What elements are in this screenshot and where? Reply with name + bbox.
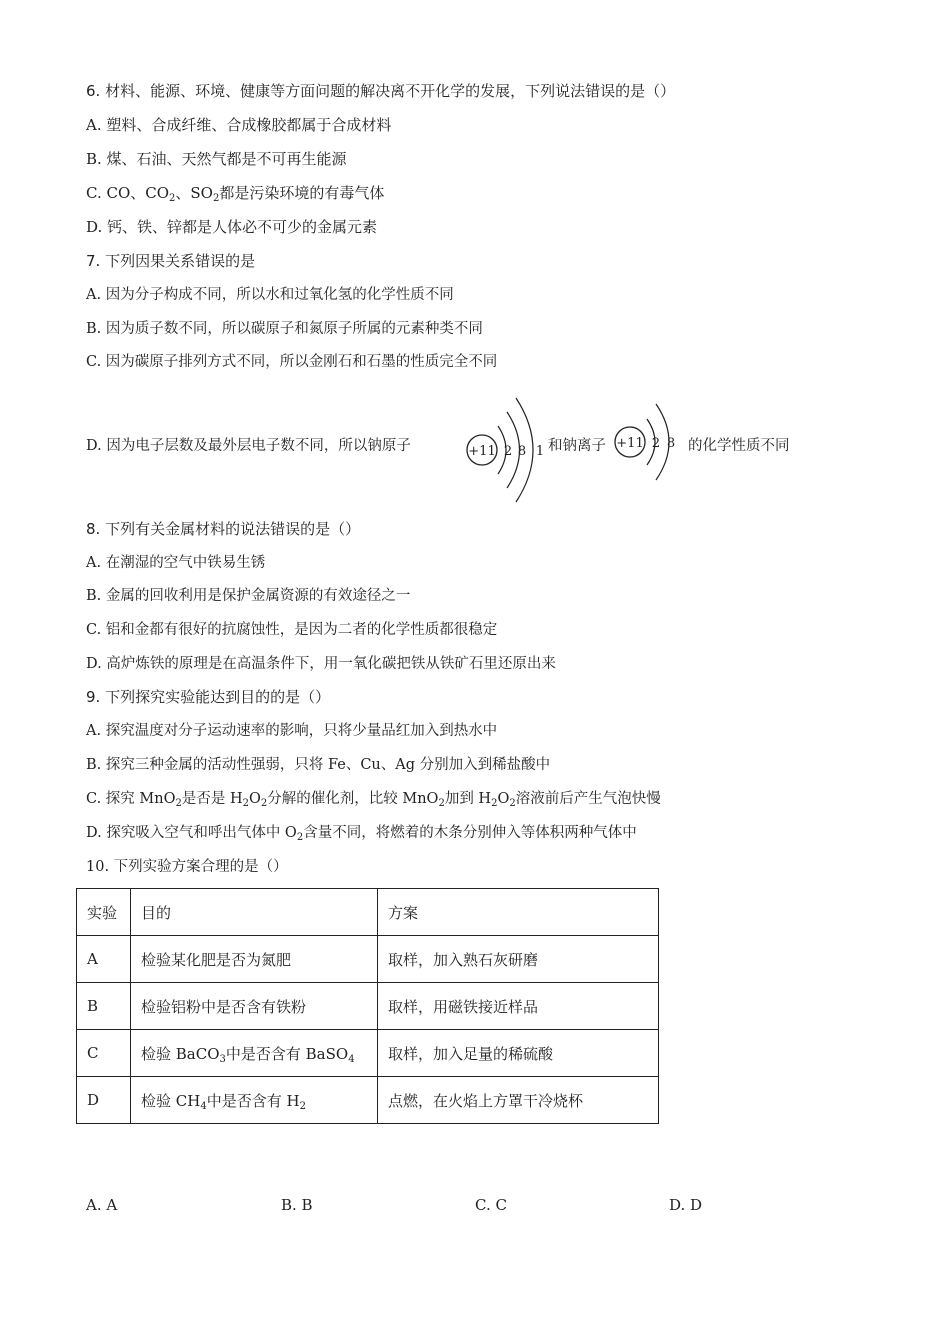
text: C. 探究 MnO xyxy=(86,791,176,807)
text: 加到 H xyxy=(444,791,492,807)
q6-c-suffix: 都是污染环境的有毒气体 xyxy=(219,184,385,202)
header-goal: 目的 xyxy=(131,889,378,936)
row-plan: 取样，加入足量的稀硫酸 xyxy=(378,1030,659,1077)
text: 中是否含有 BaSO xyxy=(225,1044,349,1063)
row-goal: 检验某化肥是否为氮肥 xyxy=(131,936,378,983)
subscript: 2 xyxy=(175,798,182,809)
text: O xyxy=(497,791,510,807)
q7-d-prefix: D. 因为电子层数及最外层电子数不同，所以钠原子 xyxy=(86,438,411,454)
q7-stem: 7. 下列因果关系错误的是 xyxy=(86,252,256,270)
subscript: 4 xyxy=(200,1100,207,1112)
nucleus-label: +11 xyxy=(616,436,644,451)
shell-electrons-2: 8 xyxy=(517,444,527,459)
subscript: 2 xyxy=(296,832,304,843)
text: 溶液前后产生气泡快慢 xyxy=(515,791,661,807)
table-row xyxy=(77,1077,659,1124)
subscript: 2 xyxy=(260,798,268,809)
q9-option-d[interactable] xyxy=(86,823,637,843)
q6-option-b[interactable]: B. 煤、石油、天然气都是不可再生能源 xyxy=(86,150,347,168)
row-goal xyxy=(131,1077,378,1124)
text: 检验 CH xyxy=(141,1091,201,1110)
text: O xyxy=(249,791,261,807)
q10-answer-d[interactable]: D. D xyxy=(669,1196,703,1214)
q8-option-d[interactable]: D. 高炉炼铁的原理是在高温条件下，用一氧化碳把铁从铁矿石里还原出来 xyxy=(86,656,556,672)
subscript: 2 xyxy=(491,798,498,809)
header-plan: 方案 xyxy=(378,889,659,936)
q9-option-a[interactable]: A. 探究温度对分子运动速率的影响，只将少量品红加入到热水中 xyxy=(86,723,498,739)
q10-stem: 10. 下列实验方案合理的是（） xyxy=(86,859,288,875)
q6-c-mid: 、SO xyxy=(175,184,213,202)
experiment-table xyxy=(76,888,659,1124)
shell-electrons-2: 8 xyxy=(666,436,676,451)
text: 分解的催化剂，比较 MnO xyxy=(267,791,439,807)
row-id: C xyxy=(77,1030,131,1077)
row-plan: 取样，加入熟石灰研磨 xyxy=(378,936,659,983)
text: 检验 BaCO xyxy=(141,1044,220,1063)
row-goal: 检验铝粉中是否含有铁粉 xyxy=(131,983,378,1030)
shell-electrons-1: 2 xyxy=(503,444,513,459)
subscript: 2 xyxy=(438,798,445,809)
row-id: B xyxy=(77,983,131,1030)
subscript: 2 xyxy=(299,1100,306,1112)
row-id: D xyxy=(77,1077,131,1124)
q9-option-c[interactable] xyxy=(86,789,661,809)
q6-option-d[interactable]: D. 钙、铁、锌都是人体必不可少的金属元素 xyxy=(86,218,378,236)
subscript: 3 xyxy=(219,1053,226,1065)
subscript: 2 xyxy=(509,798,516,809)
q7-option-c[interactable]: C. 因为碳原子排列方式不同，所以金刚石和石墨的性质完全不同 xyxy=(86,354,498,370)
q7-option-d[interactable] xyxy=(86,436,411,456)
q6-option-c[interactable] xyxy=(86,183,384,203)
q6-option-a[interactable]: A. 塑料、合成纤维、合成橡胶都属于合成材料 xyxy=(86,116,392,134)
q9-stem: 9. 下列探究实验能达到目的的是（） xyxy=(86,688,331,706)
q7-option-a[interactable]: A. 因为分子构成不同，所以水和过氧化氢的化学性质不同 xyxy=(86,287,454,303)
q8-option-b[interactable]: B. 金属的回收利用是保护金属资源的有效途径之一 xyxy=(86,588,411,604)
q8-option-c[interactable]: C. 铝和金都有很好的抗腐蚀性，是因为二者的化学性质都很稳定 xyxy=(86,622,498,638)
q6-c-prefix: C. CO、CO xyxy=(86,184,170,202)
shell-electrons-3: 1 xyxy=(535,444,545,459)
text: 是否是 H xyxy=(181,791,243,807)
text: D. 探究吸入空气和呼出气体中 O xyxy=(86,825,297,841)
q10-answer-c[interactable]: C. C xyxy=(475,1196,507,1214)
q7-d-suffix: 的化学性质不同 xyxy=(688,438,790,454)
row-goal xyxy=(131,1030,378,1077)
q9-option-b[interactable]: B. 探究三种金属的活动性强弱，只将 Fe、Cu、Ag 分别加入到稀盐酸中 xyxy=(86,757,551,773)
subscript: 2 xyxy=(212,193,220,204)
subscript: 2 xyxy=(242,798,249,809)
sodium-atom-diagram xyxy=(462,392,552,507)
q8-option-a[interactable]: A. 在潮湿的空气中铁易生锈 xyxy=(86,555,266,571)
row-id: A xyxy=(77,936,131,983)
table-row xyxy=(77,983,659,1030)
text: 中是否含有 H xyxy=(206,1091,300,1110)
q7-d-mid: 和钠离子 xyxy=(548,438,606,454)
row-plan: 取样，用磁铁接近样品 xyxy=(378,983,659,1030)
q10-answer-b[interactable]: B. B xyxy=(281,1196,313,1214)
header-experiment: 实验 xyxy=(77,889,131,936)
shell-electrons-1: 2 xyxy=(651,436,661,451)
table-row xyxy=(77,936,659,983)
nucleus-label: +11 xyxy=(468,444,496,459)
table-header-row xyxy=(77,889,659,936)
text: 含量不同，将燃着的木条分别伸入等体积两种气体中 xyxy=(303,825,637,841)
q8-stem: 8. 下列有关金属材料的说法错误的是（） xyxy=(86,520,361,538)
q7-option-b[interactable]: B. 因为质子数不同，所以碳原子和氮原子所属的元素种类不同 xyxy=(86,321,483,337)
q6-stem: 6. 材料、能源、环境、健康等方面问题的解决离不开化学的发展，下列说法错误的是（） xyxy=(86,82,676,100)
table-row xyxy=(77,1030,659,1077)
sodium-ion-diagram xyxy=(610,392,685,492)
subscript: 4 xyxy=(348,1053,355,1065)
row-plan: 点燃，在火焰上方罩干冷烧杯 xyxy=(378,1077,659,1124)
subscript: 2 xyxy=(169,193,176,204)
q10-answer-a[interactable]: A. A xyxy=(86,1196,118,1214)
